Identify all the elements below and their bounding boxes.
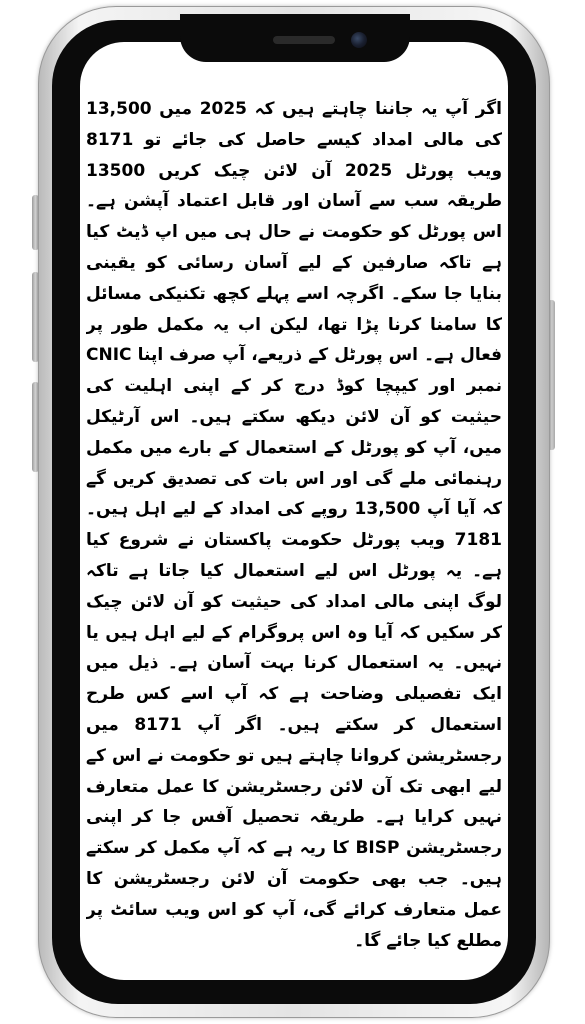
article-text: اگر آپ یہ جاننا چاہتے ہیں کہ 2025 میں 13,500 کی مالی امداد کیسے حاصل کی جائے تو 8171 ویب پورٹل 2025 آن لائن چیک کریں 13500 طریقہ سب سے آسان اور قابل اعتماد آپشن ہے۔ اس پورٹل کو حکومت نے حال ہی میں اپ ڈیٹ کیا ہے تاکہ صارفین کے لیے آسان رسائی کو یقینی بنایا جا سکے۔ اگرچہ اسے پہلے کچھ تکنیکی مسائل کا سامنا کرنا پڑا تھا، لیکن اب یہ مکمل طور پر فعال ہے۔ اس پورٹل کے ذریعے، آپ صرف اپنا CNIC نمبر اور کیپچا کوڈ درج کر کے اپنی اہلیت کی حیثیت کو آن لائن دیکھ سکتے ہیں۔ اس آرٹیکل میں، آپ کو پورٹل کے استعمال کے بارے میں مکمل رہنمائی ملے گی اور اس بات کی تصدیق کریں گے کہ آیا آپ 13,500 روپے کی امداد کے لیے اہل ہیں۔ 7181 ویب پورٹل حکومت پاکستان نے شروع کیا ہے۔ یہ پورٹل اس لیے استعمال کیا جاتا ہے تاکہ لوگ اپنی مالی امداد کی حیثیت کو آن لائن چیک کر سکیں کہ آیا وہ اس پروگرام کے لیے اہل ہیں یا نہیں۔ یہ استعمال کرنا بہت آسان ہے۔ ذیل میں ایک تفصیلی وضاحت ہے کہ آپ اسے کس طرح استعمال کر سکتے ہیں۔ اگر آپ 8171 میں رجسٹریشن کروانا چاہتے ہیں تو حکومت نے اس کے لیے ابھی تک آن لائن رجسٹریشن کا عمل متعارف نہیں کرایا ہے۔ طریقہ تحصیل آفس جا کر اپنی رجسٹریشن BISP کا ریہ ہے کہ آپ مکمل کر سکتے ہیں۔ جب بھی حکومت آن لائن رجسٹریشن کا عمل متعارف کرائے گی، آپ کو اس ویب سائٹ پر مطلع کیا جائے گا۔ <box>86 99 502 951</box>
front-camera-icon <box>351 32 367 48</box>
phone-screen <box>80 42 508 980</box>
speaker-grille <box>273 36 335 44</box>
